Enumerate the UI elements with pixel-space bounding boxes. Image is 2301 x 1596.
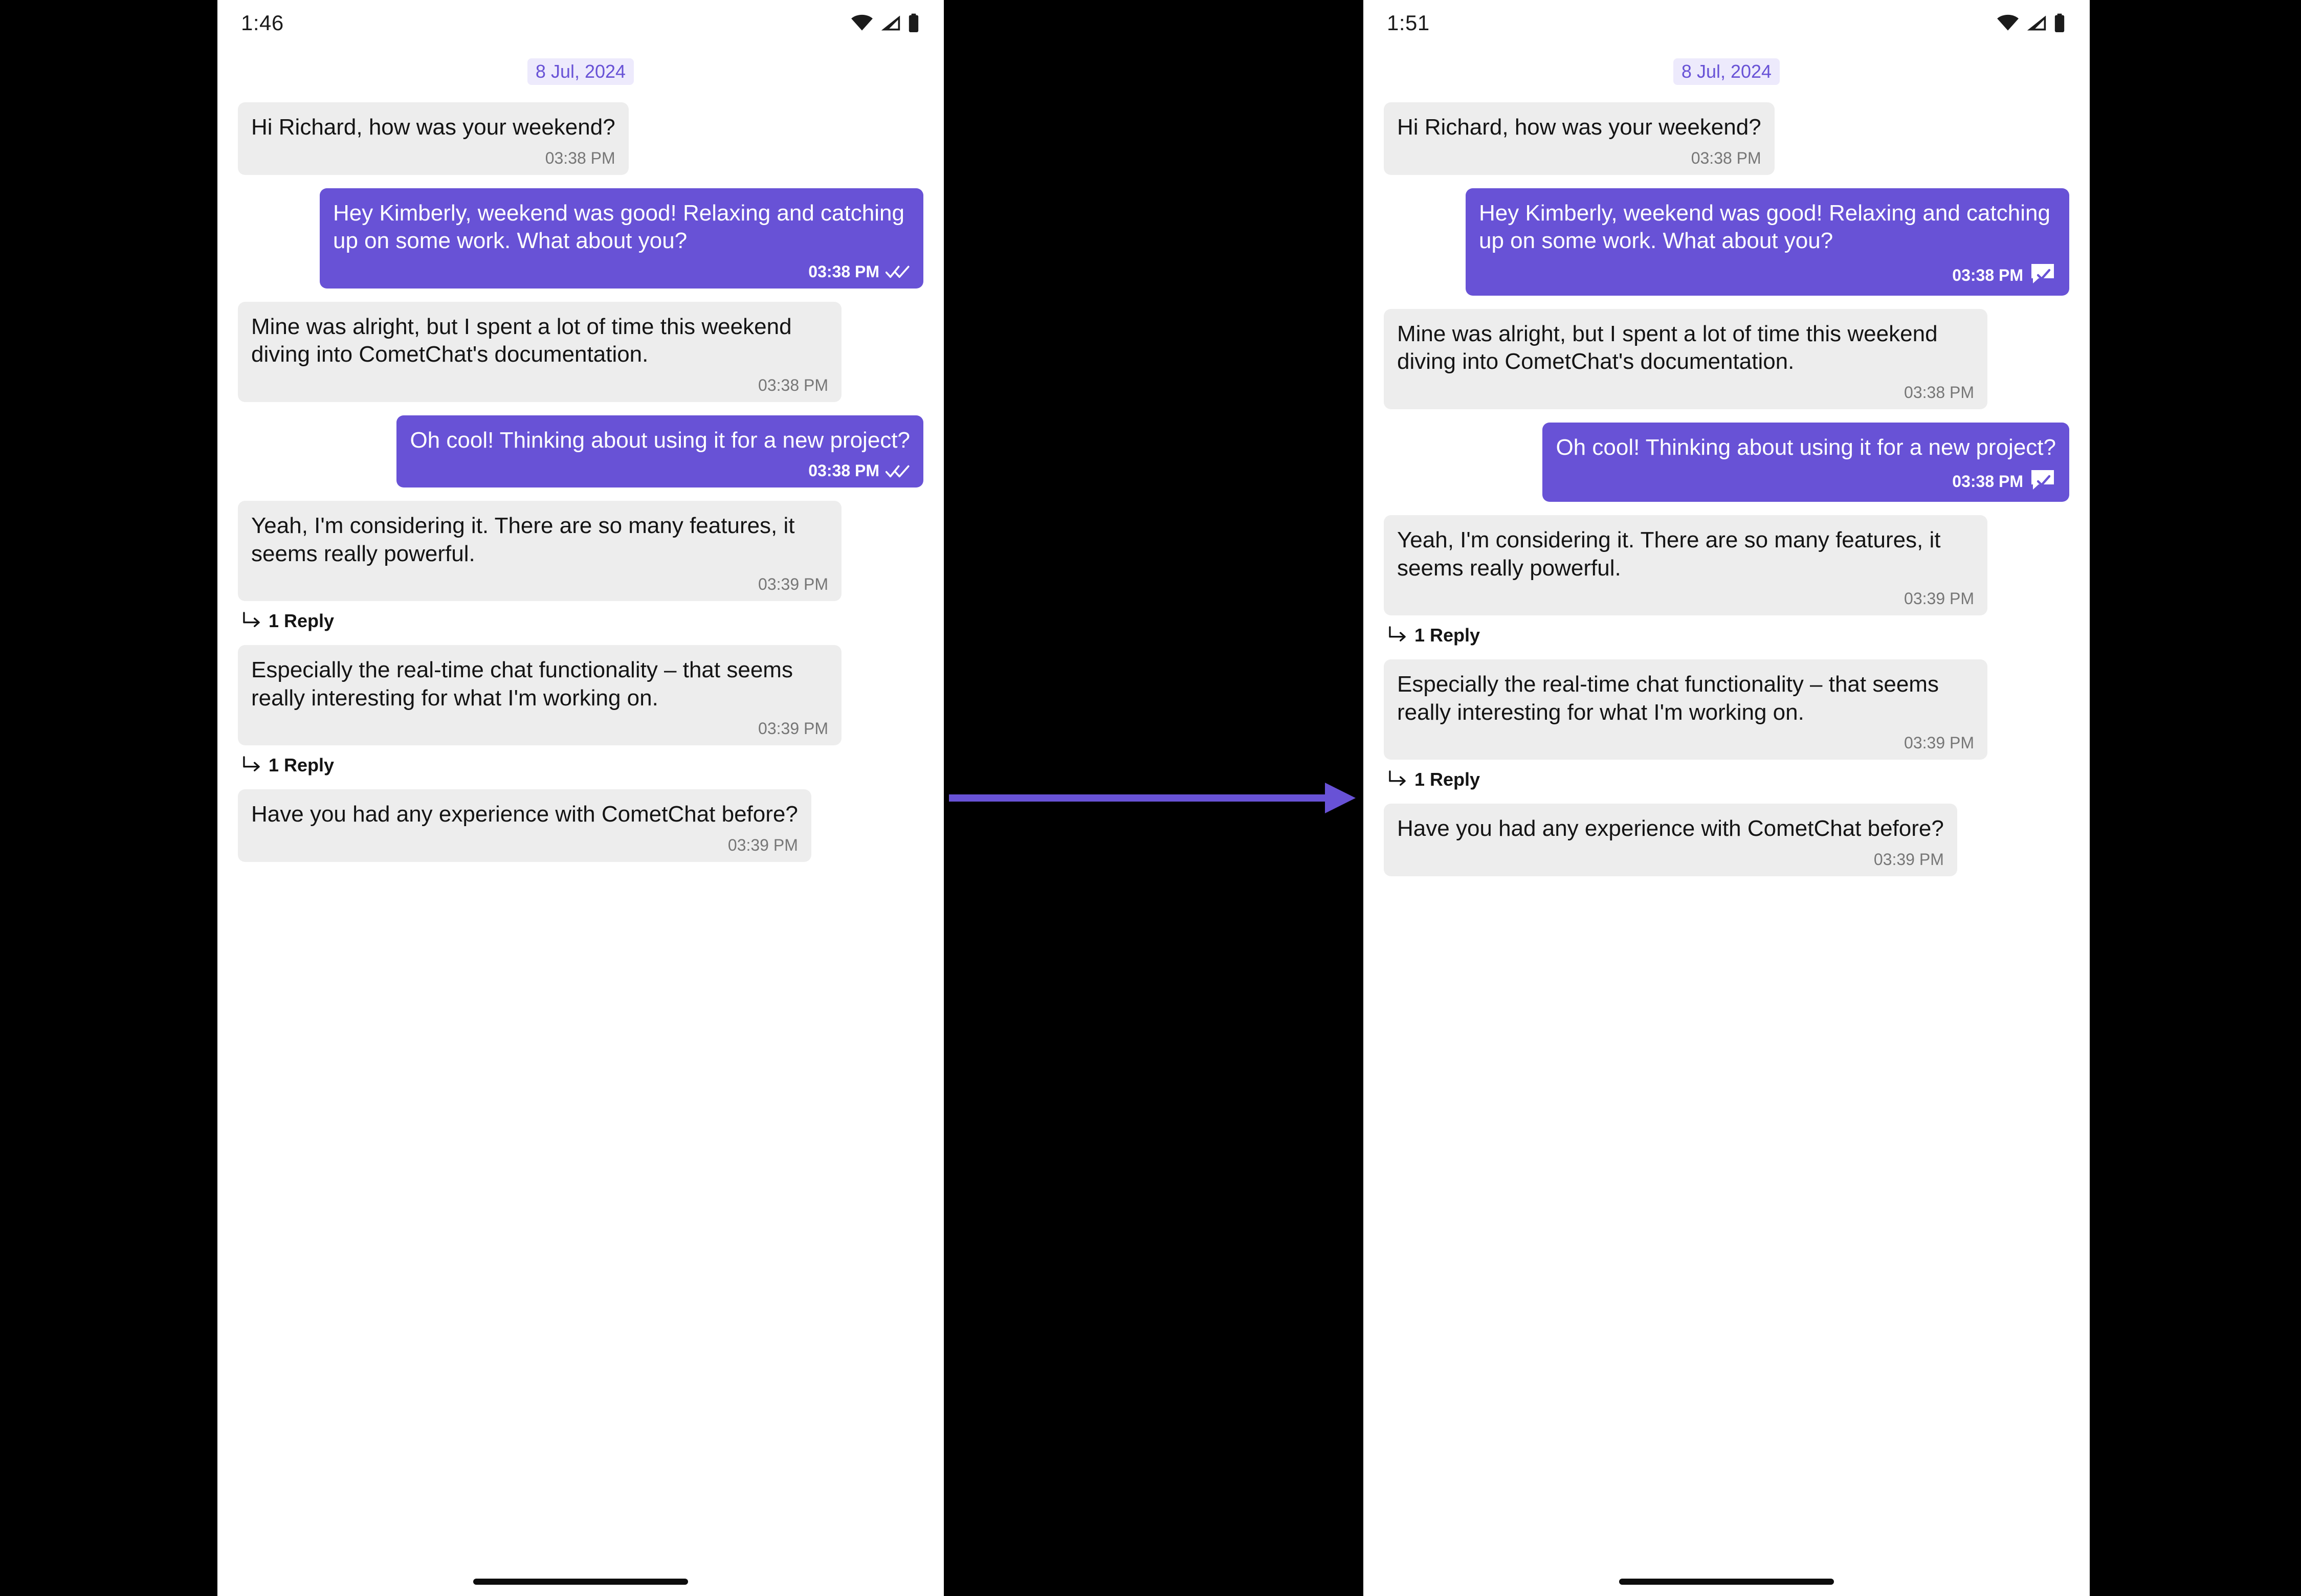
status-clock: 1:51 bbox=[1387, 11, 1430, 35]
thread-reply-link[interactable] bbox=[242, 610, 923, 632]
message-row bbox=[1384, 659, 2069, 760]
message-bubble-outgoing[interactable] bbox=[396, 415, 923, 488]
date-separator bbox=[1384, 58, 2069, 85]
message-timestamp: 03:39 PM bbox=[1873, 850, 1944, 869]
wifi-icon bbox=[1997, 14, 2019, 32]
cellular-signal-icon bbox=[2026, 14, 2047, 32]
message-row bbox=[1384, 804, 2069, 876]
message-timestamp: 03:38 PM bbox=[808, 461, 879, 480]
status-bar bbox=[1363, 0, 2090, 46]
message-timestamp: 03:39 PM bbox=[758, 719, 828, 738]
battery-icon bbox=[2054, 13, 2065, 33]
message-timestamp: 03:39 PM bbox=[727, 836, 798, 855]
message-bubble-incoming[interactable] bbox=[238, 645, 842, 745]
message-bubble-incoming[interactable] bbox=[238, 789, 811, 862]
message-timestamp: 03:38 PM bbox=[808, 262, 879, 281]
message-bubble-outgoing[interactable] bbox=[320, 188, 923, 289]
thread-reply-count: 1 Reply bbox=[269, 610, 335, 632]
message-meta bbox=[251, 149, 615, 168]
message-text: Oh cool! Thinking about using it for a new project? bbox=[1556, 434, 2056, 460]
message-text: Mine was alright, but I spent a lot of time this weekend diving into CometChat's documentation. bbox=[251, 314, 792, 367]
message-meta bbox=[410, 461, 910, 480]
thread-arrow-icon bbox=[1388, 626, 1407, 645]
status-clock: 1:46 bbox=[241, 11, 284, 35]
message-row bbox=[238, 645, 923, 745]
message-bubble-incoming[interactable] bbox=[1384, 102, 1775, 175]
message-meta bbox=[1397, 850, 1944, 869]
thread-reply-link[interactable] bbox=[242, 755, 923, 776]
message-text: Mine was alright, but I spent a lot of time this weekend diving into CometChat's documentation. bbox=[1397, 321, 1938, 374]
message-meta bbox=[251, 719, 828, 738]
thread-reply-count: 1 Reply bbox=[269, 755, 335, 776]
message-text: Oh cool! Thinking about using it for a new project? bbox=[410, 427, 910, 453]
message-bubble-outgoing[interactable] bbox=[1466, 188, 2069, 296]
message-meta bbox=[251, 575, 828, 594]
message-bubble-incoming[interactable] bbox=[1384, 309, 1987, 409]
message-meta bbox=[1556, 469, 2056, 495]
phone-after bbox=[1363, 0, 2090, 1596]
message-timestamp: 03:38 PM bbox=[1952, 265, 2023, 284]
message-timestamp: 03:38 PM bbox=[1952, 472, 2023, 491]
message-row bbox=[1384, 102, 2069, 175]
message-timestamp: 03:39 PM bbox=[1904, 589, 1974, 608]
message-text: Hi Richard, how was your weekend? bbox=[251, 115, 615, 140]
wifi-icon bbox=[851, 14, 873, 32]
message-meta bbox=[251, 836, 798, 855]
message-row bbox=[238, 188, 923, 289]
message-timestamp: 03:38 PM bbox=[1904, 383, 1974, 402]
status-indicators bbox=[851, 13, 919, 33]
double-check-read-icon bbox=[886, 264, 910, 279]
message-row bbox=[238, 501, 923, 601]
message-row bbox=[238, 789, 923, 862]
message-row bbox=[238, 302, 923, 402]
message-list[interactable] bbox=[1363, 58, 2090, 1596]
message-bubble-incoming[interactable] bbox=[238, 302, 842, 402]
message-row bbox=[1384, 188, 2069, 296]
message-text: Have you had any experience with CometChat before? bbox=[251, 802, 798, 827]
phone-before bbox=[217, 0, 944, 1596]
double-check-read-icon bbox=[886, 463, 910, 479]
message-meta bbox=[1397, 734, 1974, 752]
flow-arrow bbox=[949, 778, 1358, 818]
status-bar bbox=[217, 0, 944, 46]
message-timestamp: 03:38 PM bbox=[545, 148, 615, 167]
thread-reply-link[interactable] bbox=[1388, 625, 2069, 646]
message-check-badge-icon bbox=[2029, 469, 2056, 495]
message-text: Especially the real-time chat functionality – that seems really interesting for what I'm working on. bbox=[1397, 672, 1939, 725]
message-bubble-incoming[interactable] bbox=[1384, 515, 1987, 615]
home-indicator bbox=[473, 1579, 688, 1585]
message-row bbox=[1384, 515, 2069, 615]
message-bubble-incoming[interactable] bbox=[1384, 659, 1987, 760]
message-timestamp: 03:38 PM bbox=[758, 375, 828, 394]
message-bubble-incoming[interactable] bbox=[238, 102, 629, 175]
message-meta bbox=[1397, 383, 1974, 402]
status-indicators bbox=[1997, 13, 2065, 33]
date-pill-label: 8 Jul, 2024 bbox=[1673, 58, 1780, 85]
message-text: Hey Kimberly, weekend was good! Relaxing and catching up on some work. What about you? bbox=[1479, 200, 2050, 254]
message-timestamp: 03:39 PM bbox=[758, 575, 828, 594]
date-pill-label: 8 Jul, 2024 bbox=[527, 58, 634, 85]
message-check-badge-icon bbox=[2029, 262, 2056, 289]
message-text: Have you had any experience with CometChat before? bbox=[1397, 816, 1944, 841]
message-text: Especially the real-time chat functionality – that seems really interesting for what I'm working on. bbox=[251, 657, 793, 711]
date-separator bbox=[238, 58, 923, 85]
thread-arrow-icon bbox=[242, 756, 261, 775]
thread-arrow-icon bbox=[1388, 770, 1407, 789]
battery-icon bbox=[908, 13, 919, 33]
message-meta bbox=[251, 376, 828, 395]
thread-reply-count: 1 Reply bbox=[1414, 625, 1480, 646]
message-text: Hey Kimberly, weekend was good! Relaxing and catching up on some work. What about you? bbox=[333, 200, 904, 254]
message-meta bbox=[333, 262, 910, 281]
message-bubble-outgoing[interactable] bbox=[1542, 423, 2069, 502]
thread-reply-link[interactable] bbox=[1388, 769, 2069, 790]
message-text: Yeah, I'm considering it. There are so many features, it seems really powerful. bbox=[251, 513, 795, 566]
message-list[interactable] bbox=[217, 58, 944, 1596]
message-meta bbox=[1397, 589, 1974, 608]
message-text: Yeah, I'm considering it. There are so many features, it seems really powerful. bbox=[1397, 527, 1941, 581]
message-timestamp: 03:38 PM bbox=[1691, 148, 1761, 167]
thread-reply-count: 1 Reply bbox=[1414, 769, 1480, 790]
message-row bbox=[238, 415, 923, 488]
cellular-signal-icon bbox=[880, 14, 901, 32]
message-meta bbox=[1397, 149, 1761, 168]
message-bubble-incoming[interactable] bbox=[1384, 804, 1957, 876]
message-bubble-incoming[interactable] bbox=[238, 501, 842, 601]
message-row bbox=[1384, 423, 2069, 502]
thread-arrow-icon bbox=[242, 612, 261, 631]
message-text: Hi Richard, how was your weekend? bbox=[1397, 115, 1761, 140]
message-row bbox=[238, 102, 923, 175]
message-row bbox=[1384, 309, 2069, 409]
message-timestamp: 03:39 PM bbox=[1904, 734, 1974, 752]
home-indicator bbox=[1619, 1579, 1834, 1585]
message-meta bbox=[1479, 262, 2056, 289]
